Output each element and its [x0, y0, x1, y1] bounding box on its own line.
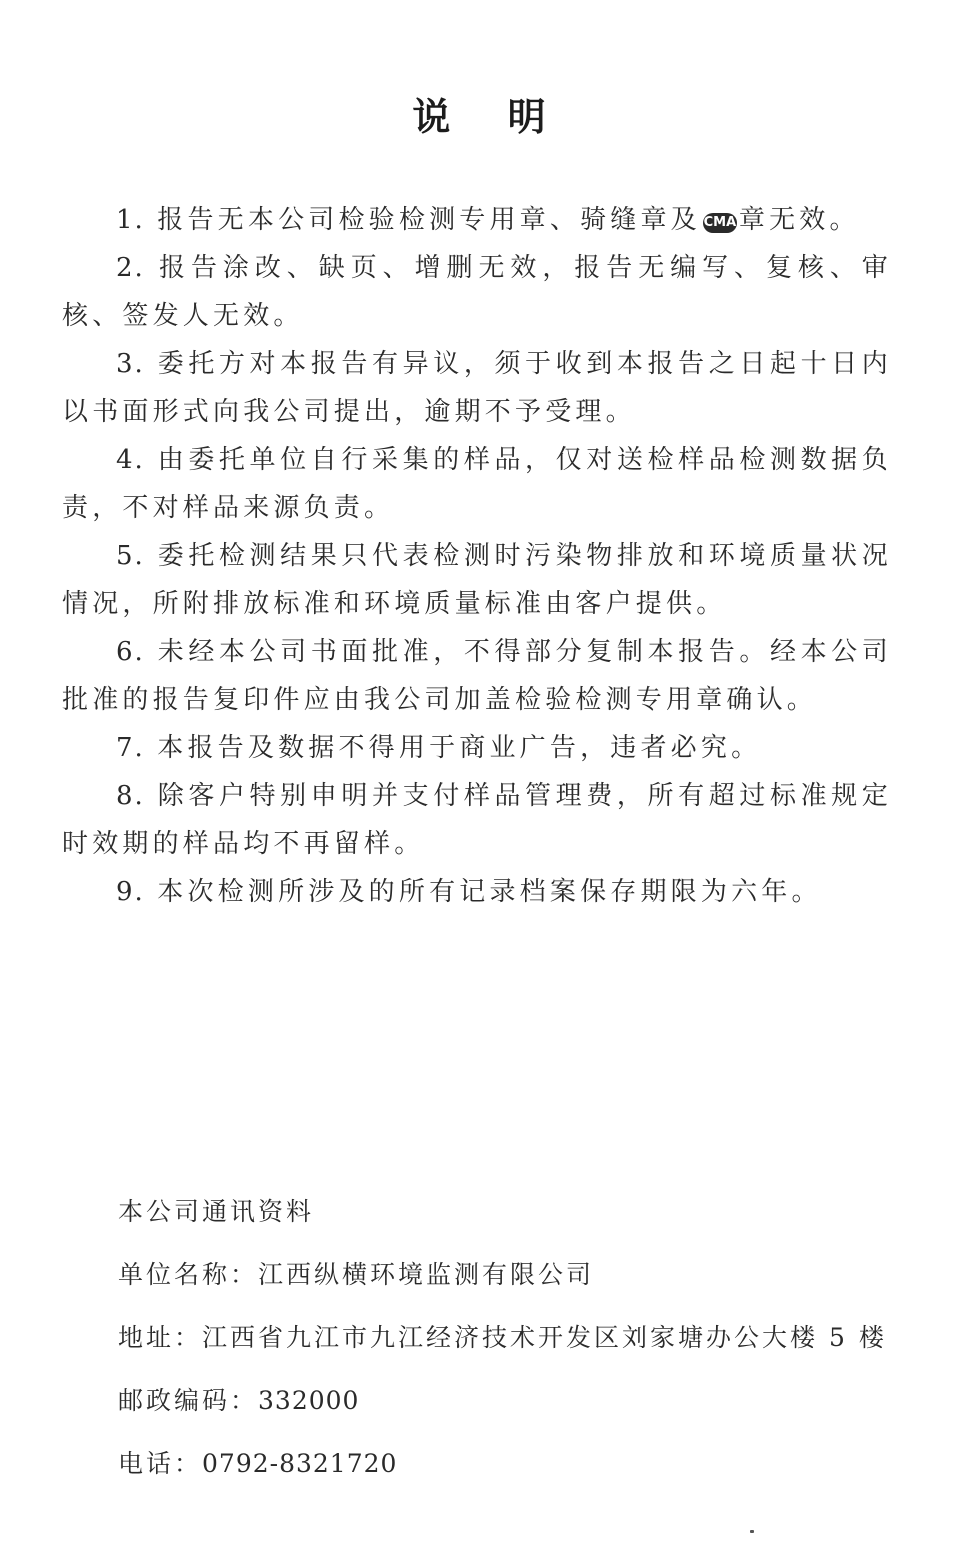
note-item-8	[62, 772, 892, 868]
contact-phone-row	[118, 1432, 918, 1495]
note-number: 5.	[116, 541, 145, 571]
note-number: 2.	[116, 253, 145, 283]
address-label: 地址：	[118, 1323, 203, 1352]
note-item-5	[62, 532, 892, 628]
note-number: 6.	[116, 637, 145, 667]
note-text: 由委托单位自行采集的样品，仅对送检样品检测数据负责，不对样品来源负责。	[62, 445, 892, 523]
contact-company-row	[118, 1243, 918, 1306]
note-text: 委托方对本报告有异议，须于收到本报告之日起十日内以书面形式向我公司提出，逾期不予受理。	[62, 349, 892, 427]
scan-speck	[750, 1530, 754, 1533]
note-number: 1.	[116, 205, 145, 235]
contact-postcode-row	[118, 1369, 918, 1432]
note-text: 本报告及数据不得用于商业广告，违者必究。	[157, 733, 762, 763]
note-item-2	[62, 244, 892, 340]
contact-section	[118, 1180, 918, 1495]
note-text: 委托检测结果只代表检测时污染物排放和环境质量状况情况，所附排放标准和环境质量标准由客户提供。	[62, 541, 892, 619]
note-number: 8.	[116, 781, 145, 811]
phone-value: 0792-8321720	[202, 1449, 398, 1478]
note-text: 章无效。	[738, 205, 860, 235]
note-item-4	[62, 436, 892, 532]
note-number: 7.	[116, 733, 145, 763]
note-item-7	[62, 724, 892, 772]
note-item-3	[62, 340, 892, 436]
note-text: 未经本公司书面批准，不得部分复制本报告。经本公司批准的报告复印件应由我公司加盖检验检测专用章确认。	[62, 637, 892, 715]
company-value: 江西纵横环境监测有限公司	[258, 1260, 595, 1289]
note-text: 报告涂改、缺页、增删无效，报告无编写、复核、审核、签发人无效。	[62, 253, 892, 331]
note-number: 4.	[116, 445, 145, 475]
company-label: 单位名称：	[118, 1260, 259, 1289]
note-text: 本次检测所涉及的所有记录档案保存期限为六年。	[157, 877, 822, 907]
phone-label: 电话：	[118, 1449, 203, 1478]
note-item-6	[62, 628, 892, 724]
address-value: 江西省九江市九江经济技术开发区刘家塘办公大楼 5 楼	[202, 1323, 887, 1352]
cma-badge-icon: CMA	[703, 213, 737, 233]
note-number: 9.	[116, 877, 145, 907]
postcode-label: 邮政编码：	[118, 1386, 259, 1415]
note-number: 3.	[116, 349, 145, 379]
contact-heading: 本公司通讯资料	[118, 1197, 315, 1226]
note-item-1	[62, 196, 892, 244]
note-text: 除客户特别申明并支付样品管理费，所有超过标准规定时效期的样品均不再留样。	[62, 781, 892, 859]
note-text: 报告无本公司检验检测专用章、骑缝章及	[157, 205, 701, 235]
postcode-value: 332000	[258, 1386, 360, 1415]
notes-list	[62, 196, 892, 916]
page-title: 说 明	[412, 95, 568, 139]
contact-address-row	[118, 1306, 918, 1369]
note-item-9	[62, 868, 892, 916]
